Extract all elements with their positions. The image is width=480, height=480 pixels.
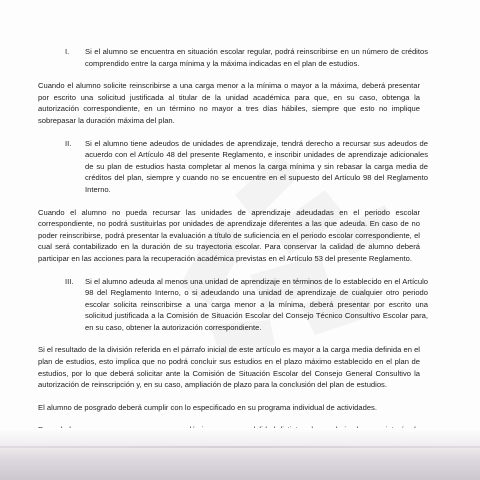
- item-numeral: I.: [65, 47, 70, 56]
- paragraph: Si el resultado de la división referida en el párrafo inicial de este artículo es mayor a la carga media definida en el plan de estudios, esto implica que no podrá concluir sus estudios en el plazo máximo establecido en el plan de estudios, por lo que deberá solicitar ante la Comisión de Situación Escolar del Consejo General Consultivo la autorización de reinscripción y, en su caso, ampliación de plazo para la conclusión del plan de estudios.: [38, 345, 420, 390]
- item-text: Si el alumno tiene adeudos de unidades de aprendizaje, tendrá derecho a recursar sus adeudos de acuerdo con el Artículo 48 del presente Reglamento, e inscribir unidades de aprendizaje adicionales de su plan de estudios hasta completar al menos la carga mínima y sin rebasar la carga media de créditos del plan, siempre y cuando no se encuentre en el supuesto del Artículo 98 del Reglamento Interno.: [85, 138, 428, 194]
- paragraph: Cuando el alumno no pueda recursar las unidades de aprendizaje adeudadas en el periodo escolar correspondiente, no podrá sustituirlas por unidades de aprendizaje diferentes a las que adeuda. En caso de no poder reinscribirse, podrá presentar la evaluación a título de suficiencia en el periodo escolar correspondiente, el cual será contabilizado en la duración de su trayectoria escolar. Para conservar la calidad de alumno deberá participar en las acciones para la recuperación académica previstas en el Artículo 53 del presente Reglamento.: [38, 207, 420, 263]
- list-item: [56, 138, 428, 196]
- paragraph: Cuando el alumno solicite reinscribirse a una carga menor a la mínima o mayor a la máxima, deberá presentar por escrito una solicitud justificada al titular de la unidad académica para que, en su caso, obtenga la autorización correspondiente, en un término no mayor a tres días hábiles, siempre que esto no implique sobrepasar la duración máxima del plan.: [38, 81, 420, 125]
- item-text: Si el alumno se encuentra en situación escolar regular, podrá reinscribirse en un número de créditos comprendido entre la carga mínima y la máxima indicadas en el plan de estudios.: [85, 47, 428, 68]
- document-body: [38, 46, 428, 459]
- paragraph: El alumno de posgrado deberá cumplir con lo especificado en su programa individual de actividades.: [38, 402, 377, 412]
- list-item: [56, 276, 428, 334]
- list-item: [56, 46, 428, 69]
- item-numeral: II.: [65, 138, 72, 148]
- item-numeral: III.: [65, 276, 74, 286]
- footer-decoration: [0, 446, 480, 448]
- footer-band: [0, 428, 480, 480]
- item-text: Si el alumno adeuda al menos una unidad de aprendizaje en términos de lo establecido en el Artículo 98 del Reglamento Interno, o si adeudando una unidad de aprendizaje de cualquier otro periodo escolar solicita reinscribirse a una carga menor a la mínima, deberá presentar por escrito una solicitud justificada a la Comisión de Situación Escolar del Consejo Técnico Consultivo Escolar para, en su caso, obtener la autorización correspondiente.: [85, 276, 428, 332]
